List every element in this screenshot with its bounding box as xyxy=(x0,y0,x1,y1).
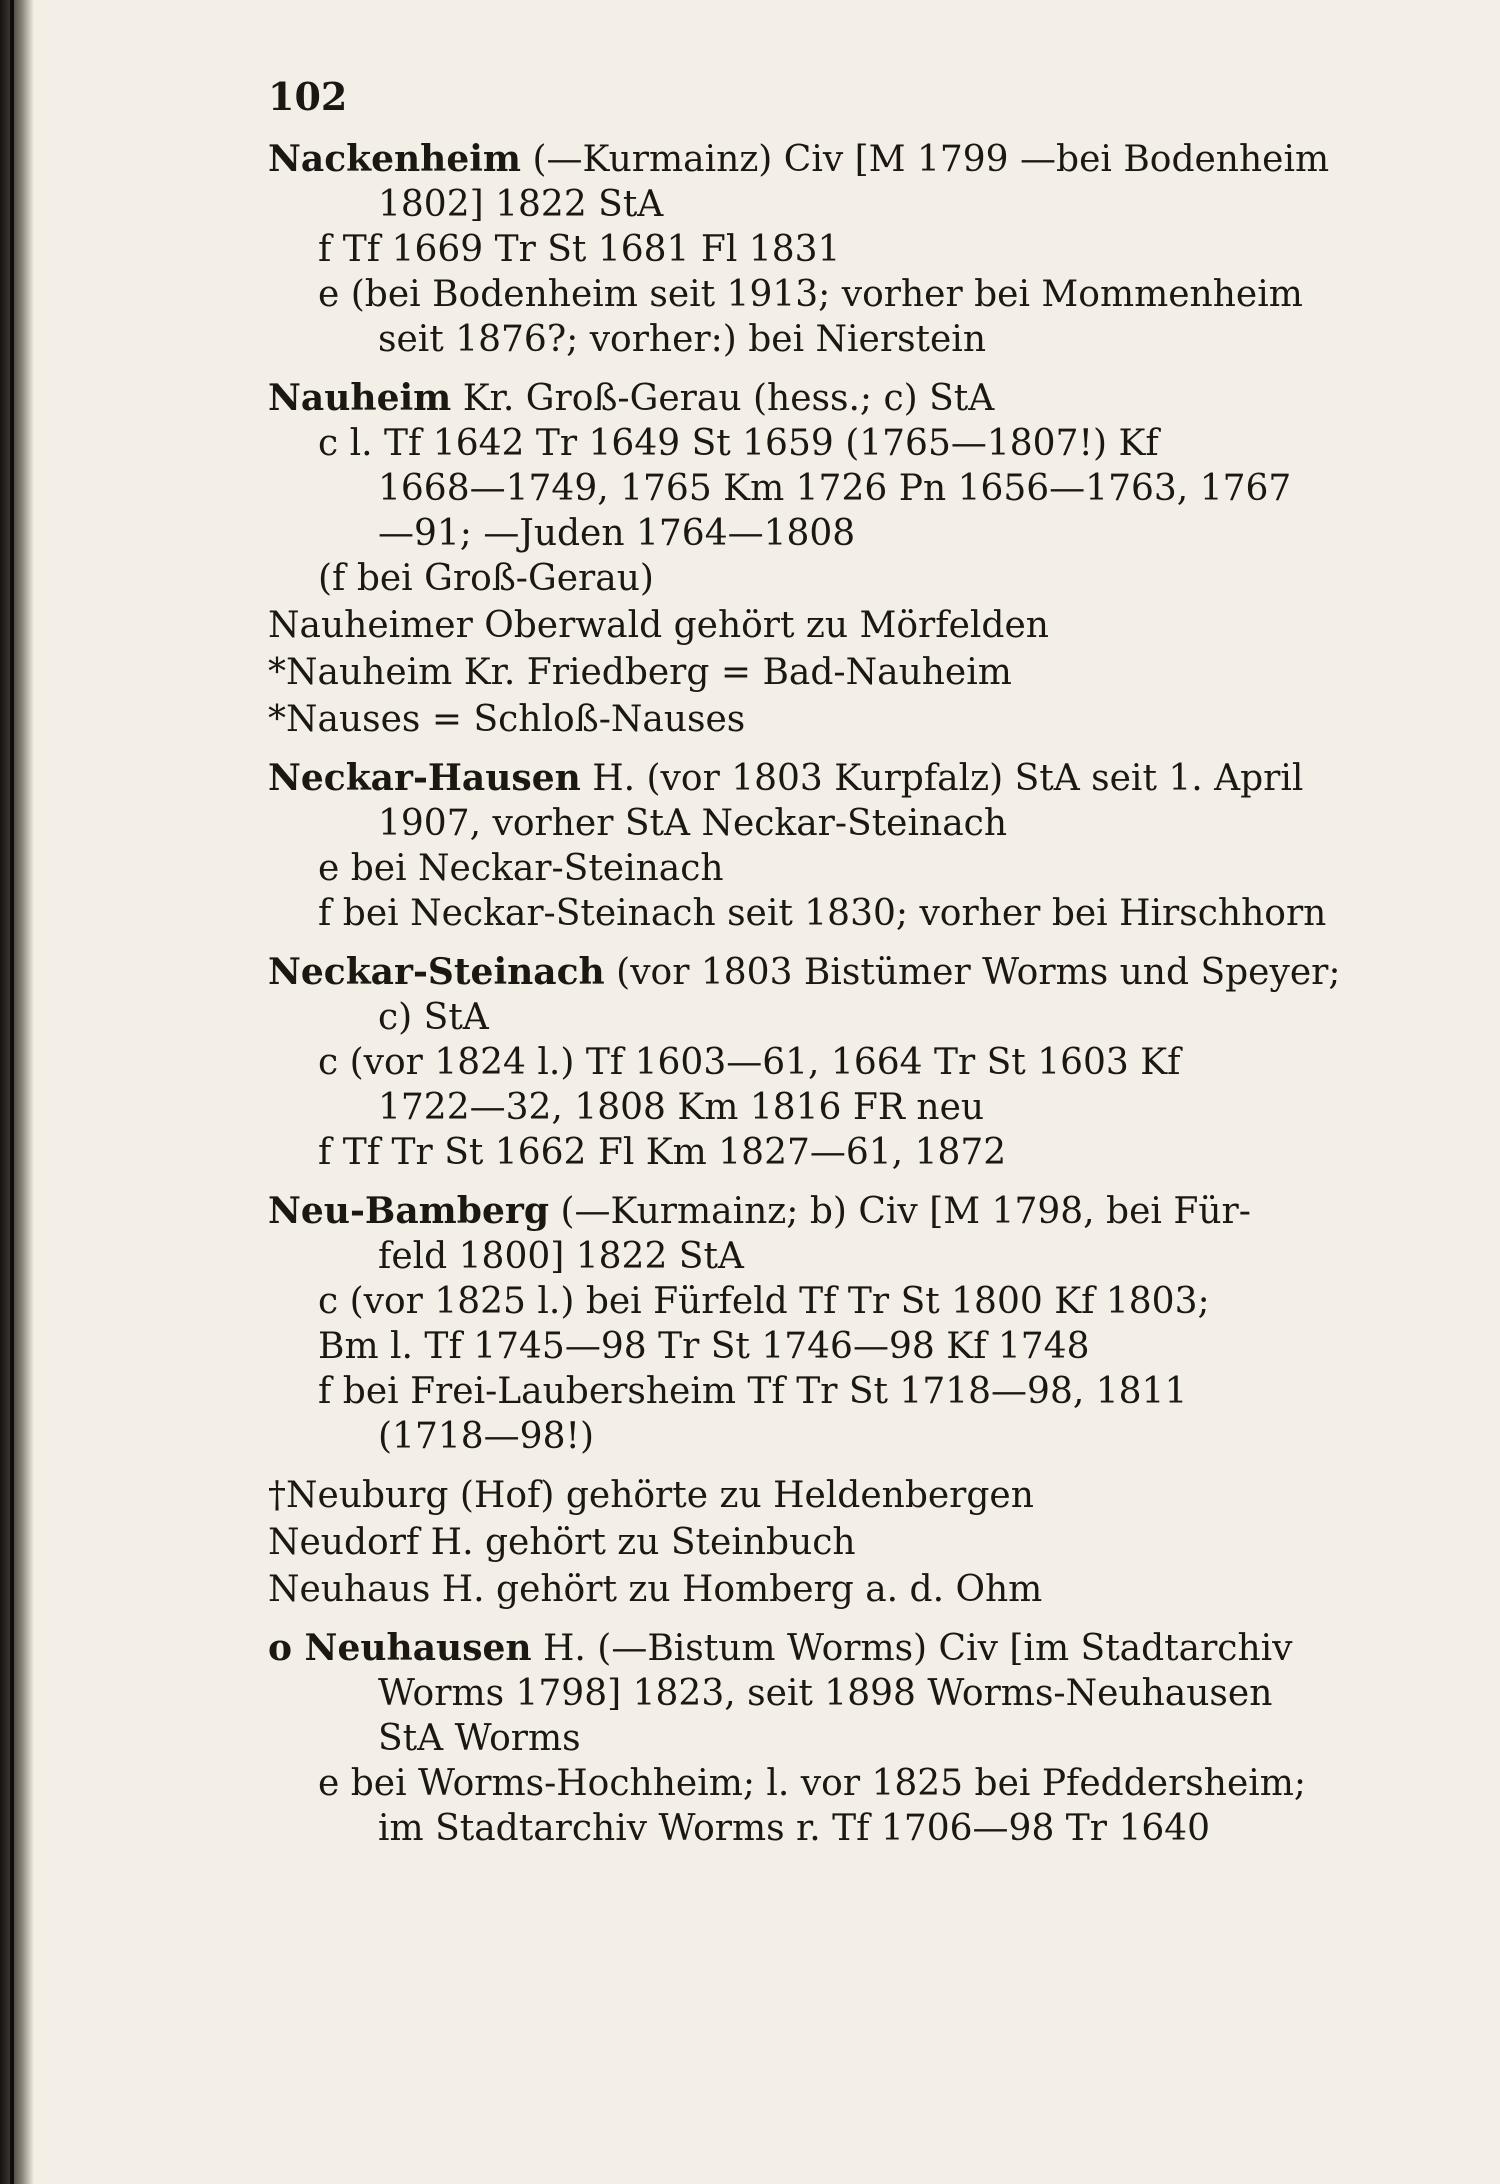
entry-first-line xyxy=(268,1626,1342,1671)
entry-plain-line: †Neuburg (Hof) gehörte zu Heldenbergen xyxy=(268,1475,1034,1516)
entry-sub-line: c l. Tf 1642 Tr 1649 St 1659 (1765—1807!) Kf xyxy=(318,423,1159,464)
entry-continuation: c) StA xyxy=(378,997,489,1038)
entry-sub-continuation: im Stadtarchiv Worms r. Tf 1706—98 Tr 1640 xyxy=(378,1808,1211,1849)
entry-sub-line: f bei Neckar-Steinach seit 1830; vorher bei Hirschhorn xyxy=(318,893,1327,934)
entry-nauheimer-oberwald xyxy=(268,603,1342,648)
entry-plain-line: *Nauses = Schloß-Nauses xyxy=(268,699,746,740)
entry-nackenheim xyxy=(268,137,1342,362)
entry-text: H. (vor 1803 Kurpfalz) StA seit 1. April xyxy=(580,758,1304,799)
entry-sub-line: e bei Neckar-Steinach xyxy=(318,848,724,889)
entry-head: Neckar-Steinach xyxy=(268,951,605,993)
entry-sub-continuation: 1668—1749, 1765 Km 1726 Pn 1656—1763, 1767 xyxy=(378,468,1292,509)
entry-nauheim xyxy=(268,376,1342,601)
page-number: 102 xyxy=(268,74,348,119)
entry-sub-line: f bei Frei-Laubersheim Tf Tr St 1718—98, 1811 xyxy=(318,1371,1188,1412)
entry-first-line xyxy=(268,1189,1342,1234)
entry-first-line xyxy=(268,137,1342,182)
binding-gutter-shadow xyxy=(0,0,34,2184)
entry-continuation: StA Worms xyxy=(378,1718,581,1759)
entry-sub-line: c (vor 1824 l.) Tf 1603—61, 1664 Tr St 1603 Kf xyxy=(318,1042,1181,1083)
entry-neckar-steinach xyxy=(268,950,1342,1175)
entry-nauheim-friedberg xyxy=(268,650,1342,695)
entry-plain-line: *Nauheim Kr. Friedberg = Bad-Nauheim xyxy=(268,652,1012,693)
entry-first-line xyxy=(268,376,1342,421)
entry-text: (—Kurmainz) Civ [M 1799 —bei Bodenheim xyxy=(521,139,1330,180)
entry-plain-line: Neudorf H. gehört zu Steinbuch xyxy=(268,1522,856,1563)
entry-neudorf xyxy=(268,1520,1342,1565)
entry-plain-line: Neuhaus H. gehört zu Homberg a. d. Ohm xyxy=(268,1569,1043,1610)
entry-text: (—Kurmainz; b) Civ [M 1798, bei Für- xyxy=(549,1191,1251,1232)
entry-sub-continuation: —91; —Juden 1764—1808 xyxy=(378,513,856,554)
entry-text: Kr. Groß-Gerau (hess.; c) StA xyxy=(451,378,995,419)
entry-neckar-hausen xyxy=(268,756,1342,936)
entry-sub-line: Bm l. Tf 1745—98 Tr St 1746—98 Kf 1748 xyxy=(318,1326,1090,1367)
entry-plain-line: Nauheimer Oberwald gehört zu Mörfelden xyxy=(268,605,1049,646)
binding-gutter-line xyxy=(10,0,14,2184)
entry-continuation: 1802] 1822 StA xyxy=(378,184,664,225)
entry-neu-bamberg xyxy=(268,1189,1342,1459)
entry-first-line xyxy=(268,950,1342,995)
entry-sub-line: e (bei Bodenheim seit 1913; vorher bei Mommenheim xyxy=(318,274,1303,315)
entry-continuation: feld 1800] 1822 StA xyxy=(378,1236,744,1277)
entry-sub-line: c (vor 1825 l.) bei Fürfeld Tf Tr St 1800 Kf 1803; xyxy=(318,1281,1210,1322)
entry-head: o Neuhausen xyxy=(268,1627,532,1669)
entry-nauses xyxy=(268,697,1342,742)
entry-sub-line: e bei Worms-Hochheim; l. vor 1825 bei Pfeddersheim; xyxy=(318,1763,1307,1804)
entry-text: H. (—Bistum Worms) Civ [im Stadtarchiv xyxy=(531,1628,1293,1669)
entry-neuburg xyxy=(268,1473,1342,1518)
entry-sub-continuation: seit 1876?; vorher:) bei Nierstein xyxy=(378,319,987,360)
entry-sub-line: (f bei Groß-Gerau) xyxy=(318,558,654,599)
entry-neuhausen xyxy=(268,1626,1342,1851)
entry-sub-continuation: 1722—32, 1808 Km 1816 FR neu xyxy=(378,1087,985,1128)
entry-head: Nauheim xyxy=(268,377,452,419)
entry-continuation: 1907, vorher StA Neckar-Steinach xyxy=(378,803,1007,844)
entry-sub-line: f Tf Tr St 1662 Fl Km 1827—61, 1872 xyxy=(318,1132,1007,1173)
entry-head: Nackenheim xyxy=(268,138,522,180)
entry-head: Neu-Bamberg xyxy=(268,1190,549,1232)
entry-continuation: Worms 1798] 1823, seit 1898 Worms-Neuhausen xyxy=(378,1673,1273,1714)
entry-sub-continuation: (1718—98!) xyxy=(378,1416,594,1457)
entry-sub-line: f Tf 1669 Tr St 1681 Fl 1831 xyxy=(318,229,841,270)
entry-text: (vor 1803 Bistümer Worms und Speyer; xyxy=(604,952,1341,993)
entry-first-line xyxy=(268,756,1342,801)
entry-neuhaus xyxy=(268,1567,1342,1612)
entry-head: Neckar-Hausen xyxy=(268,757,581,799)
book-page xyxy=(268,74,1342,1851)
